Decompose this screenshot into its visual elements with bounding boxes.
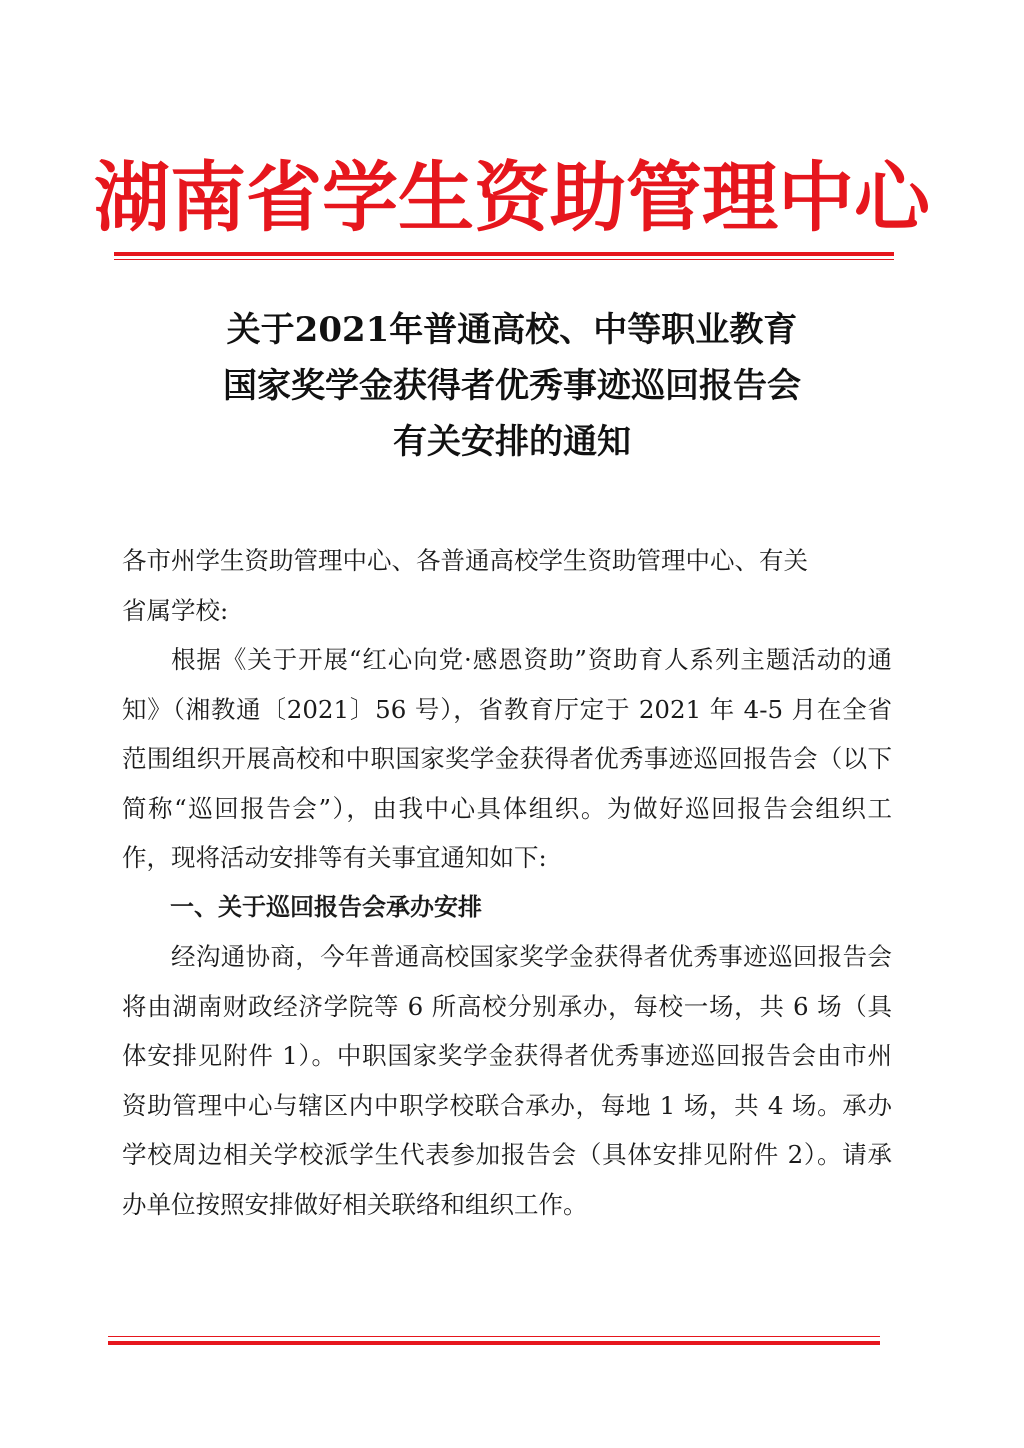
salutation-line-1: 各市州学生资助管理中心、各普通高校学生资助管理中心、有关	[122, 546, 808, 575]
title-line-1: 关于2021年普通高校、中等职业教育	[226, 310, 798, 350]
document-title	[0, 302, 1024, 470]
masthead-rule-thick	[114, 252, 894, 256]
intro-paragraph: 根据《关于开展“红心向党·感恩资助”资助育人系列主题活动的通知》（湘教通〔2021〕56 号），省教育厅定于 2021 年 4-5 月在全省范围组织开展高校和中职国家奖学金获得者优秀事迹巡回报告会（以下简称“巡回报告会”），由我中心具体组织。为做好巡回报告会组织工作，现将活动安排等有关事宜通知如下:	[122, 645, 892, 872]
section-1-heading: 一、关于巡回报告会承办安排	[170, 892, 482, 921]
masthead-rule-thin	[114, 259, 894, 260]
footer-rule-thin	[108, 1336, 880, 1337]
title-line-2: 国家奖学金获得者优秀事迹巡回报告会	[223, 366, 801, 406]
footer-rule-thick	[108, 1341, 880, 1345]
salutation-line-2: 省属学校:	[122, 595, 229, 625]
issuer-masthead: 湖南省学生资助管理中心	[94, 153, 930, 242]
title-line-3: 有关安排的通知	[393, 422, 631, 462]
section-1-paragraph: 经沟通协商，今年普通高校国家奖学金获得者优秀事迹巡回报告会将由湖南财政经济学院等 6 所高校分别承办，每校一场，共 6 场（具体安排见附件 1）。中职国家奖学金获得者优秀事迹巡回报告会由市州资助管理中心与辖区内中职学校联合承办，每地 1 场，共 4 场。承办学校周边相关学校派学生代表参加报告会（具体安排见附件 2）。请承办单位按照安排做好相关联络和组织工作。	[122, 942, 892, 1219]
document-body	[122, 536, 892, 1229]
